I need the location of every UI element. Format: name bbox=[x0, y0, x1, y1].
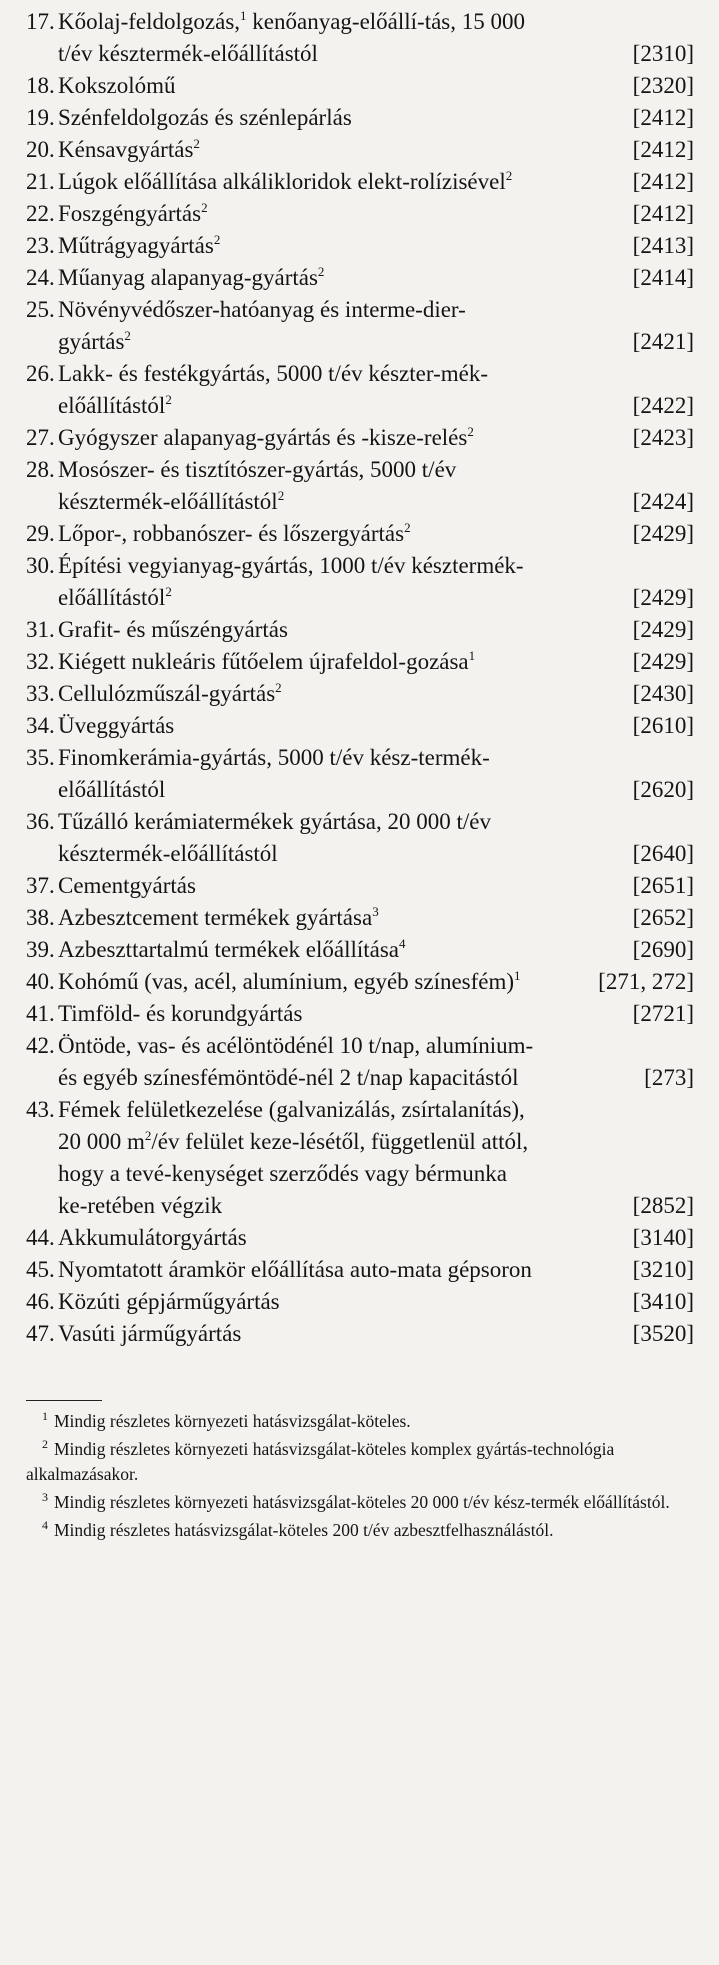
item-text bbox=[58, 1030, 536, 1094]
item-text bbox=[58, 678, 536, 710]
item-text-part: Foszgéngyártás bbox=[58, 201, 202, 226]
item-number: 47. bbox=[26, 1321, 55, 1346]
list-item bbox=[26, 1254, 694, 1286]
item-text bbox=[58, 422, 536, 454]
item-text-part: Kohómű (vas, acél, alumínium, egyéb színesfém) bbox=[58, 969, 515, 994]
list-item bbox=[26, 934, 694, 966]
item-text-part: Kokszolómű bbox=[58, 73, 176, 98]
item-text bbox=[58, 166, 536, 198]
list-item bbox=[26, 230, 694, 262]
item-text bbox=[58, 646, 536, 678]
footnotes bbox=[26, 1409, 694, 1543]
item-text-part: Tűzálló kerámiatermékek gyártása, 20 000 t/év késztermék-előállítástól bbox=[58, 809, 491, 866]
item-text-part: Finomkerámia-gyártás, 5000 t/év kész-termék-előállítástól bbox=[58, 745, 490, 802]
activity-code: [3140] bbox=[632, 1225, 694, 1250]
item-text-part: Grafit- és műszéngyártás bbox=[58, 617, 288, 642]
footnote bbox=[26, 1490, 694, 1515]
item-number: 26. bbox=[26, 361, 55, 386]
list-item bbox=[26, 518, 694, 550]
item-text-part: Lakk- és festékgyártás, 5000 t/év készter-mék-előállítástól bbox=[58, 361, 488, 418]
footnote-ref: 2 bbox=[277, 488, 285, 503]
item-number: 30. bbox=[26, 553, 55, 578]
item-text bbox=[58, 934, 536, 966]
footnote-ref: 2 bbox=[505, 168, 513, 183]
activity-code: [2412] bbox=[632, 105, 694, 130]
footnote-ref: 2 bbox=[193, 136, 200, 151]
list-item bbox=[26, 998, 694, 1030]
list-item bbox=[26, 550, 694, 614]
item-number: 46. bbox=[26, 1289, 55, 1314]
item-number: 34. bbox=[26, 713, 55, 738]
item-number: 31. bbox=[26, 617, 55, 642]
item-text bbox=[58, 966, 536, 998]
item-text-part: Építési vegyianyag-gyártás, 1000 t/év késztermék-előállítástól bbox=[58, 553, 524, 610]
activity-code: [3210] bbox=[632, 1257, 694, 1282]
item-text-part: Timföld- és korundgyártás bbox=[58, 1001, 303, 1026]
footnote-ref: 4 bbox=[399, 936, 406, 951]
item-number: 36. bbox=[26, 809, 55, 834]
activity-code: [273] bbox=[644, 1065, 694, 1090]
list-item bbox=[26, 646, 694, 678]
activity-code: [2430] bbox=[632, 681, 694, 706]
item-text bbox=[58, 902, 536, 934]
footnote-mark: 3 bbox=[42, 1490, 48, 1504]
activity-code: [2429] bbox=[632, 617, 694, 642]
item-text-part: /év felület keze-lésétől, függetlenül attól, hogy a tevé-kenységet szerződés vagy bérmunka ke-retében végzik bbox=[58, 1129, 529, 1218]
activity-code: [2652] bbox=[632, 905, 694, 930]
footnote-ref: 2 bbox=[213, 232, 221, 247]
list-item bbox=[26, 870, 694, 902]
footnote-ref: 1 bbox=[240, 8, 247, 23]
list-item bbox=[26, 902, 694, 934]
activity-code: [2412] bbox=[632, 137, 694, 162]
item-text bbox=[58, 198, 536, 230]
item-text-part: Nyomtatott áramkör előállítása auto-mata gépsoron bbox=[58, 1257, 532, 1282]
list-item bbox=[26, 742, 694, 806]
item-number: 37. bbox=[26, 873, 55, 898]
item-number: 39. bbox=[26, 937, 55, 962]
activity-code: [2414] bbox=[632, 265, 694, 290]
item-text bbox=[58, 6, 536, 70]
activity-code: [2421] bbox=[632, 329, 694, 354]
footnote-ref: 1 bbox=[514, 968, 521, 983]
footnote-ref: 2 bbox=[467, 424, 474, 439]
item-number: 35. bbox=[26, 745, 55, 770]
item-text-part: Fémek felületkezelése (galvanizálás, zsírtalanítás), 20 000 m bbox=[58, 1097, 525, 1154]
item-number: 25. bbox=[26, 297, 55, 322]
item-text bbox=[58, 614, 536, 646]
item-number: 41. bbox=[26, 1001, 55, 1026]
footnote bbox=[26, 1409, 694, 1434]
item-text-part: Közúti gépjárműgyártás bbox=[58, 1289, 280, 1314]
list-item bbox=[26, 166, 694, 198]
list-item bbox=[26, 198, 694, 230]
footnote bbox=[26, 1518, 694, 1543]
list-item bbox=[26, 454, 694, 518]
item-text bbox=[58, 550, 536, 614]
item-text-part: Gyógyszer alapanyag-gyártás és -kisze-relés bbox=[58, 425, 468, 450]
list-item bbox=[26, 358, 694, 422]
document-page bbox=[26, 6, 694, 1546]
footnote-mark: 1 bbox=[42, 1409, 48, 1423]
list-item bbox=[26, 262, 694, 294]
item-text-part: Akkumulátorgyártás bbox=[58, 1225, 247, 1250]
activity-code: [2423] bbox=[632, 425, 694, 450]
activity-code: [2412] bbox=[632, 201, 694, 226]
list-item bbox=[26, 614, 694, 646]
list-item bbox=[26, 710, 694, 742]
item-text-part: Lúgok előállítása alkálikloridok elekt-rolízisével bbox=[58, 169, 506, 194]
list-item bbox=[26, 678, 694, 710]
item-text bbox=[58, 518, 536, 550]
item-text-part: Azbesztcement termékek gyártása bbox=[58, 905, 373, 930]
list-item bbox=[26, 1222, 694, 1254]
list-item bbox=[26, 294, 694, 358]
item-number: 29. bbox=[26, 521, 55, 546]
footnote-ref: 2 bbox=[144, 1128, 152, 1143]
activity-code: [2640] bbox=[632, 841, 694, 866]
footnote-text: Mindig részletes környezeti hatásvizsgálat-köteles. bbox=[54, 1411, 411, 1431]
item-number: 42. bbox=[26, 1033, 55, 1058]
item-text bbox=[58, 454, 536, 518]
list-item bbox=[26, 1094, 694, 1222]
activity-code: [2651] bbox=[632, 873, 694, 898]
list-item bbox=[26, 966, 694, 998]
footnote-ref: 2 bbox=[317, 264, 325, 279]
item-number: 18. bbox=[26, 73, 55, 98]
activity-code: [2429] bbox=[632, 521, 694, 546]
activity-code: [2412] bbox=[632, 169, 694, 194]
activity-code: [2413] bbox=[632, 233, 694, 258]
item-number: 40. bbox=[26, 969, 55, 994]
item-text bbox=[58, 70, 536, 102]
activity-code: [2429] bbox=[632, 585, 694, 610]
activity-code: [2852] bbox=[632, 1193, 694, 1218]
activity-list bbox=[26, 6, 694, 1350]
footnote-ref: 2 bbox=[201, 200, 208, 215]
item-text bbox=[58, 998, 536, 1030]
footnote-ref: 2 bbox=[165, 392, 172, 407]
list-item bbox=[26, 102, 694, 134]
item-number: 17. bbox=[26, 9, 55, 34]
item-text bbox=[58, 1318, 536, 1350]
activity-code: [2429] bbox=[632, 649, 694, 674]
item-number: 45. bbox=[26, 1257, 55, 1282]
item-text bbox=[58, 230, 536, 262]
activity-code: [2310] bbox=[632, 41, 694, 66]
list-item bbox=[26, 134, 694, 166]
item-number: 43. bbox=[26, 1097, 55, 1122]
item-text-part: Kiégett nukleáris fűtőelem újrafeldol-gozása bbox=[58, 649, 469, 674]
item-text bbox=[58, 102, 536, 134]
item-text-part: Azbeszttartalmú termékek előállítása bbox=[58, 937, 400, 962]
item-text-part: Cementgyártás bbox=[58, 873, 196, 898]
footnote-text: Mindig részletes környezeti hatásvizsgálat-köteles komplex gyártás-technológia alkalmazásakor. bbox=[26, 1439, 615, 1484]
item-text-part: Műtrágyagyártás bbox=[58, 233, 214, 258]
activity-code: [2610] bbox=[632, 713, 694, 738]
item-number: 38. bbox=[26, 905, 55, 930]
item-text-part: Vasúti járműgyártás bbox=[58, 1321, 242, 1346]
activity-code: [2690] bbox=[632, 937, 694, 962]
footnote-mark: 2 bbox=[42, 1437, 48, 1451]
item-text-part: Növényvédőszer-hatóanyag és interme-dier-gyártás bbox=[58, 297, 466, 354]
footnote-text: Mindig részletes környezeti hatásvizsgálat-köteles 20 000 t/év kész-termék előállítástól. bbox=[54, 1492, 670, 1512]
list-item bbox=[26, 422, 694, 454]
footnote-ref: 1 bbox=[468, 648, 476, 663]
item-text bbox=[58, 1094, 536, 1222]
item-text-part: Üveggyártás bbox=[58, 713, 175, 738]
item-text-part: Műanyag alapanyag-gyártás bbox=[58, 265, 318, 290]
list-item bbox=[26, 806, 694, 870]
item-number: 19. bbox=[26, 105, 55, 130]
item-text bbox=[58, 1222, 536, 1254]
activity-code: [2320] bbox=[632, 73, 694, 98]
activity-code: [2424] bbox=[632, 489, 694, 514]
footnote bbox=[26, 1437, 694, 1487]
activity-code: [271, 272] bbox=[598, 969, 694, 994]
activity-code: [2721] bbox=[632, 1001, 694, 1026]
list-item bbox=[26, 1286, 694, 1318]
footnote-text: Mindig részletes hatásvizsgálat-köteles 200 t/év azbesztfelhasználástól. bbox=[54, 1520, 554, 1540]
item-number: 21. bbox=[26, 169, 55, 194]
item-text-part: Mosószer- és tisztítószer-gyártás, 5000 t/év késztermék-előállítástól bbox=[58, 457, 457, 514]
footnote-ref: 2 bbox=[404, 520, 411, 535]
item-text bbox=[58, 294, 536, 358]
item-text-part: Cellulózműszál-gyártás bbox=[58, 681, 276, 706]
item-number: 33. bbox=[26, 681, 55, 706]
activity-code: [2422] bbox=[632, 393, 694, 418]
item-text bbox=[58, 710, 536, 742]
item-text bbox=[58, 134, 536, 166]
item-number: 44. bbox=[26, 1225, 55, 1250]
item-number: 28. bbox=[26, 457, 55, 482]
item-text bbox=[58, 262, 536, 294]
item-text-part: Kőolaj-feldolgozás, bbox=[58, 9, 241, 34]
item-text bbox=[58, 806, 536, 870]
item-text-part: Szénfeldolgozás és szénlepárlás bbox=[58, 105, 352, 130]
item-text bbox=[58, 742, 536, 806]
activity-code: [3520] bbox=[632, 1321, 694, 1346]
item-text bbox=[58, 1286, 536, 1318]
item-number: 22. bbox=[26, 201, 55, 226]
footnote-ref: 2 bbox=[165, 584, 172, 599]
item-number: 27. bbox=[26, 425, 55, 450]
item-number: 32. bbox=[26, 649, 55, 674]
item-number: 24. bbox=[26, 265, 55, 290]
footnote-ref: 2 bbox=[275, 680, 282, 695]
footnote-divider bbox=[26, 1400, 102, 1401]
list-item bbox=[26, 70, 694, 102]
item-text-part: Kénsavgyártás bbox=[58, 137, 194, 162]
item-text-part: kenőanyag-előállí-tás, 15 000 t/év késztermék-előállítástól bbox=[58, 9, 526, 66]
list-item bbox=[26, 1030, 694, 1094]
item-number: 23. bbox=[26, 233, 55, 258]
list-item bbox=[26, 1318, 694, 1350]
item-number: 20. bbox=[26, 137, 55, 162]
item-text bbox=[58, 870, 536, 902]
activity-code: [3410] bbox=[632, 1289, 694, 1314]
activity-code: [2620] bbox=[632, 777, 694, 802]
item-text bbox=[58, 1254, 536, 1286]
item-text-part: Öntöde, vas- és acélöntödénél 10 t/nap, alumínium- és egyéb színesfémöntödé-nél 2 t/nap kapacitástól bbox=[58, 1033, 534, 1090]
footnote-ref: 2 bbox=[124, 328, 131, 343]
footnote-mark: 4 bbox=[42, 1518, 48, 1532]
footnote-ref: 3 bbox=[372, 904, 379, 919]
item-text-part: Lőpor-, robbanószer- és lőszergyártás bbox=[58, 521, 405, 546]
list-item bbox=[26, 6, 694, 70]
item-text bbox=[58, 358, 536, 422]
